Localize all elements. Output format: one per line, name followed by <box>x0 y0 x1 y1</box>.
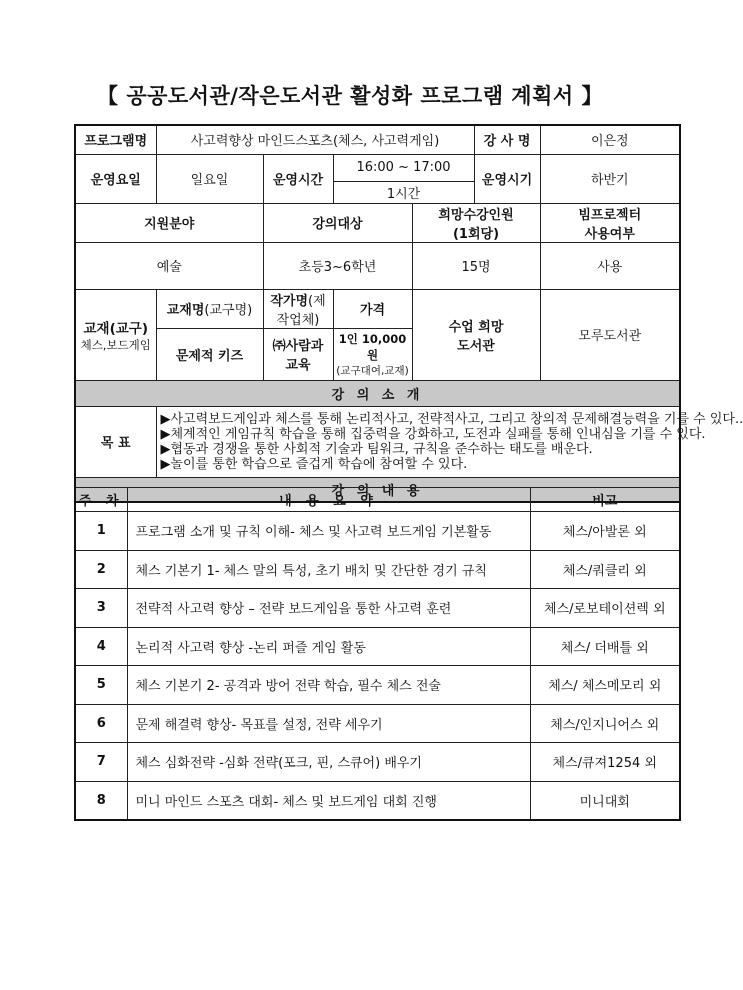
week-summary: 문제 해결력 향상- 목표를 설정, 전략 세우기 <box>127 704 530 743</box>
field-label: 지원분야 <box>75 203 263 242</box>
projector-label-sub: 사용여부 <box>584 226 635 242</box>
week-column-header: 주 차 <box>75 488 127 512</box>
intro-header: 강 의 소 개 <box>75 380 680 406</box>
day-label: 운영요일 <box>75 154 156 203</box>
duration-value: 1시간 <box>333 181 474 203</box>
instructor-label: 강 사 명 <box>474 125 540 154</box>
target-label: 강의대상 <box>263 203 412 242</box>
projector-label-main: 빔프로젝터 <box>578 207 642 223</box>
week-note: 체스/쿼클리 외 <box>530 550 680 589</box>
week-note: 체스/ 더배틀 외 <box>530 627 680 666</box>
goal-label: 목 표 <box>75 406 156 477</box>
materials-label-main: 교재(교구) <box>83 320 148 337</box>
table-row <box>75 781 680 820</box>
table-row <box>75 743 680 782</box>
week-note: 미니대회 <box>530 781 680 820</box>
week-summary: 체스 심화전략 -심화 전략(포크, 핀, 스큐어) 배우기 <box>127 743 530 782</box>
projector-value: 사용 <box>540 242 680 289</box>
library-label-line1: 수업 희망 <box>448 319 504 335</box>
week-summary: 체스 기본기 1- 체스 말의 특성, 초기 배치 및 간단한 경기 규칙 <box>127 550 530 589</box>
week-note: 체스/로보테이션렉 외 <box>530 589 680 628</box>
week-number: 7 <box>75 743 127 782</box>
capacity-label-sub: (1회당) <box>452 226 500 242</box>
goal-item: ▶사고력보드게임과 체스를 통해 논리적사고, 전략적사고, 그리고 창의적 문제해결능력을 기를 수 있다.. <box>160 411 743 427</box>
author-label-suffix: (제작업체) <box>276 293 326 328</box>
week-number: 5 <box>75 666 127 705</box>
week-number: 3 <box>75 589 127 628</box>
program-name-label: 프로그램명 <box>75 125 156 154</box>
table-row <box>75 666 680 705</box>
weekly-content-table <box>74 487 681 821</box>
period-value: 하반기 <box>540 154 680 203</box>
materials-label-sub: 체스,보드게임 <box>80 337 151 352</box>
author-value: ㈜사람과 교육 <box>263 328 333 380</box>
week-summary: 논리적 사고력 향상 -논리 퍼즐 게임 활동 <box>127 627 530 666</box>
library-label <box>412 289 540 380</box>
week-number: 4 <box>75 627 127 666</box>
week-summary: 프로그램 소개 및 규칙 이해- 체스 및 사고력 보드게임 기본활동 <box>127 512 530 551</box>
library-value: 모루도서관 <box>540 289 680 380</box>
program-name-value: 사고력향상 마인드스포츠(체스, 사고력게임) <box>156 125 474 154</box>
table-row <box>75 589 680 628</box>
week-note: 체스/ 체스메모리 외 <box>530 666 680 705</box>
goal-item: ▶협동과 경쟁을 통한 사회적 기술과 팀워크, 규칙을 준수하는 태도를 배운다. <box>160 441 593 457</box>
author-label-main: 작가명 <box>270 293 309 309</box>
price-label: 가격 <box>333 289 412 328</box>
price-sub: (교구대여,교재) <box>336 364 409 377</box>
projector-label <box>540 203 680 242</box>
material-name-label-suffix: (교구명) <box>204 303 253 318</box>
author-label <box>263 289 333 328</box>
week-number: 1 <box>75 512 127 551</box>
content-header: 강 의 내 용 <box>75 477 680 502</box>
table-row <box>75 704 680 743</box>
capacity-label <box>412 203 540 242</box>
instructor-value: 이은정 <box>540 125 680 154</box>
week-summary: 전략적 사고력 향상 – 전략 보드게임을 통한 사고력 훈련 <box>127 589 530 628</box>
program-info-table <box>74 124 743 503</box>
time-value: 16:00 ~ 17:00 <box>333 154 474 181</box>
target-value: 초등3~6학년 <box>263 242 412 289</box>
week-summary: 미니 마인드 스포츠 대회- 체스 및 보드게임 대회 진행 <box>127 781 530 820</box>
table-row <box>75 550 680 589</box>
week-note: 체스/인지니어스 외 <box>530 704 680 743</box>
material-name-label <box>156 289 263 328</box>
material-name-label-main: 교재명 <box>166 303 205 318</box>
time-label: 운영시간 <box>263 154 333 203</box>
library-label-line2: 도서관 <box>457 338 495 354</box>
week-note: 체스/아발론 외 <box>530 512 680 551</box>
field-value: 예술 <box>75 242 263 289</box>
period-label: 운영시기 <box>474 154 540 203</box>
page-title: 【 공공도서관/작은도서관 활성화 프로그램 계획서 】 <box>97 84 603 108</box>
note-column-header: 비고 <box>530 488 680 512</box>
goal-item: ▶체계적인 게임규칙 학습을 통해 집중력을 강화하고, 도전과 실패를 통해 인내심을 기를 수 있다. <box>160 426 706 442</box>
goal-list <box>156 406 743 477</box>
materials-label <box>75 289 156 380</box>
goal-item: ▶놀이를 통한 학습으로 즐겁게 학습에 참여할 수 있다. <box>160 456 468 472</box>
week-number: 8 <box>75 781 127 820</box>
summary-column-header: 내 용 요 약 <box>127 488 530 512</box>
price-value <box>333 328 412 380</box>
capacity-value: 15명 <box>412 242 540 289</box>
table-row <box>75 512 680 551</box>
price-main: 1인 10,000원 <box>338 331 407 362</box>
week-number: 6 <box>75 704 127 743</box>
table-row <box>75 627 680 666</box>
week-number: 2 <box>75 550 127 589</box>
day-value: 일요일 <box>156 154 263 203</box>
week-summary: 체스 기본기 2- 공격과 방어 전략 학습, 필수 체스 전술 <box>127 666 530 705</box>
capacity-label-main: 희망수강인원 <box>438 207 514 223</box>
week-note: 체스/큐져1254 외 <box>530 743 680 782</box>
material-name-value: 문제적 키즈 <box>156 328 263 380</box>
